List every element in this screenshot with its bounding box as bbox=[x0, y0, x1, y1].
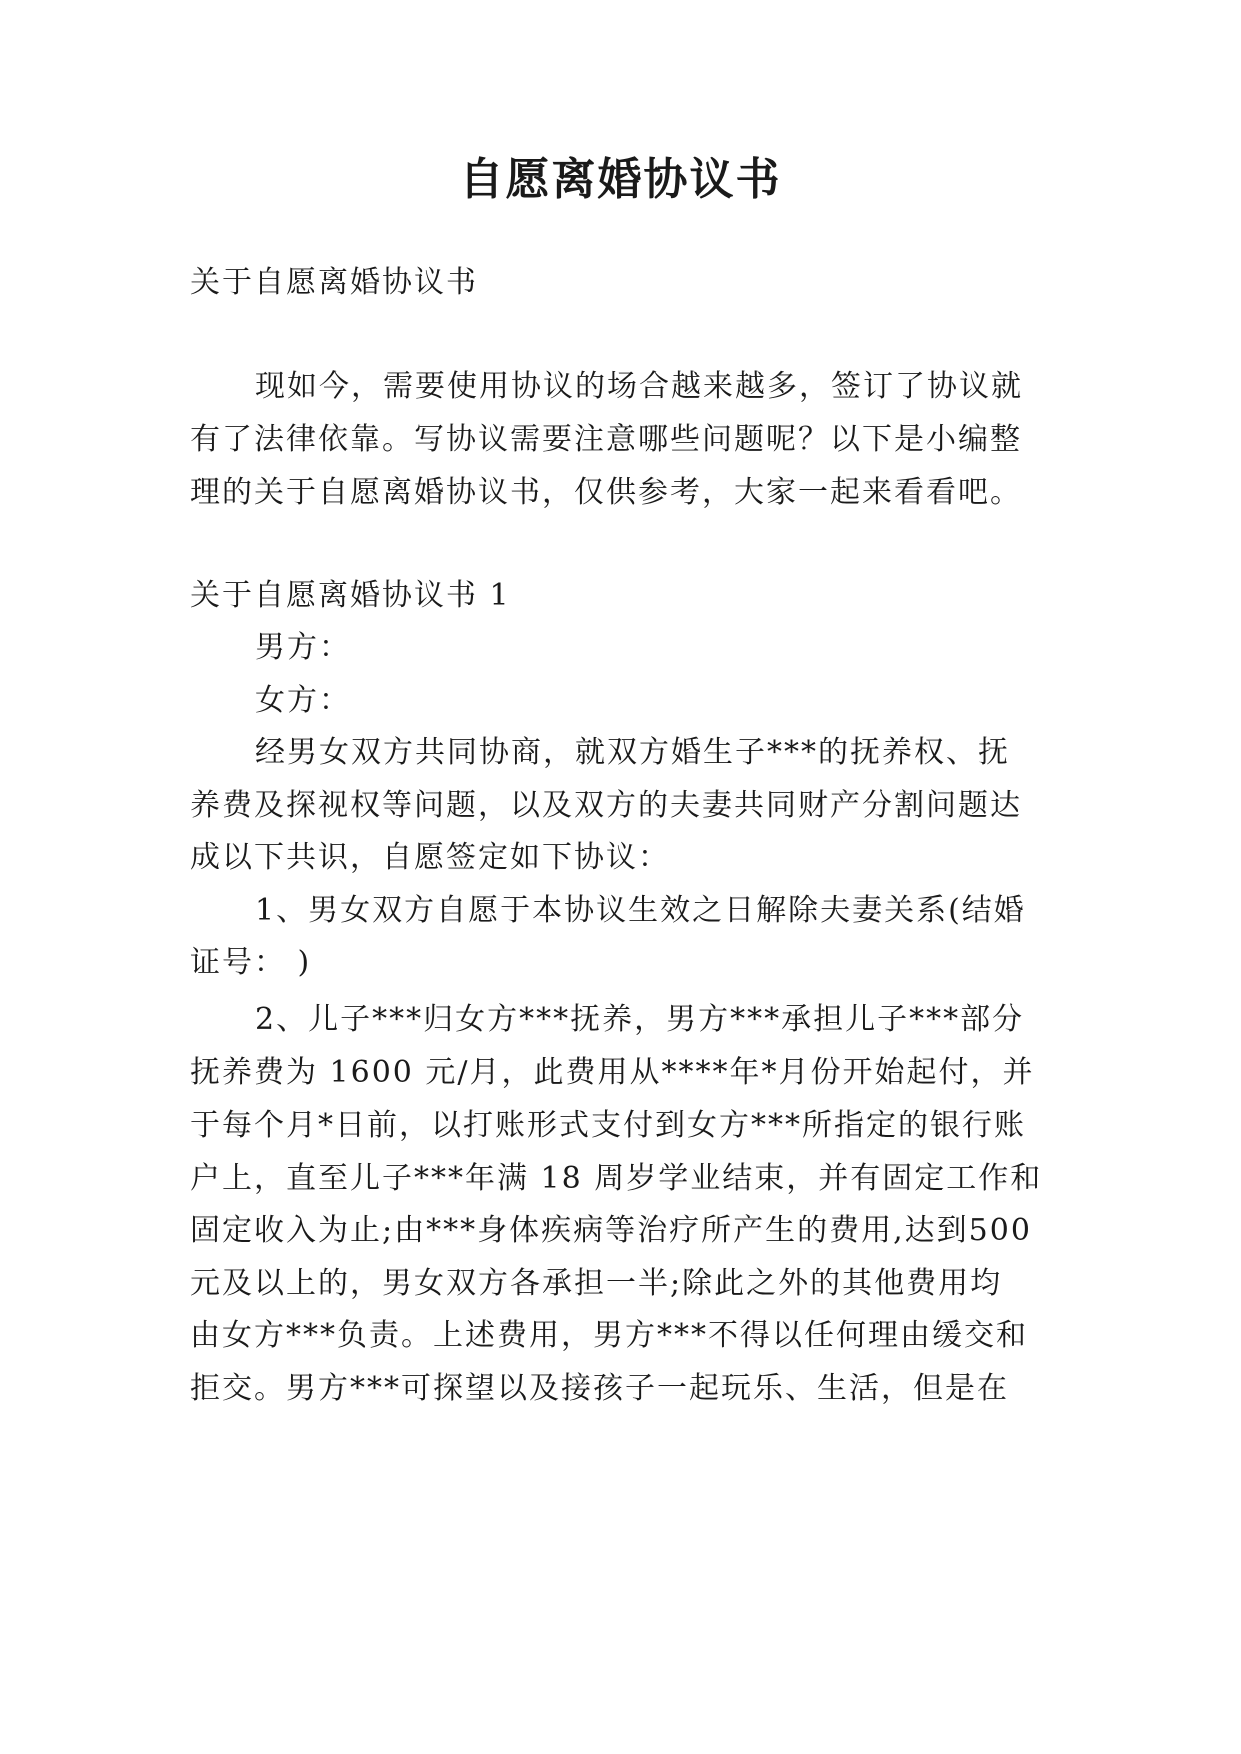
body-line-3: 成以下共识，自愿签定如下协议： bbox=[190, 840, 670, 875]
body-line-5: 证号： ) bbox=[190, 945, 312, 980]
body-line-1: 经男女双方共同协商，就双方婚生子***的抚养权、抚 bbox=[255, 735, 1010, 770]
section-heading: 关于自愿离婚协议书 1 bbox=[190, 578, 511, 613]
intro-line-3: 理的关于自愿离婚协议书，仅供参考，大家一起来看看吧。 bbox=[190, 475, 1022, 510]
body-line-7: 抚养费为 1600 元/月，此费用从****年*月份开始起付，并 bbox=[190, 1055, 1035, 1090]
document-title: 自愿离婚协议书 bbox=[459, 154, 782, 205]
body-line-2: 养费及探视权等问题，以及双方的夫妻共同财产分割问题达 bbox=[190, 788, 1022, 823]
body-line-6: 2、儿子***归女方***抚养，男方***承担儿子***部分 bbox=[255, 1002, 1025, 1037]
body-line-12: 由女方***负责。上述费用，男方***不得以任何理由缓交和 bbox=[190, 1318, 1028, 1353]
body-line-8: 于每个月*日前，以打账形式支付到女方***所指定的银行账 bbox=[190, 1108, 1026, 1143]
woman-label: 女方： bbox=[255, 683, 351, 718]
body-line-4: 1、男女双方自愿于本协议生效之日解除夫妻关系(结婚 bbox=[255, 893, 1026, 928]
man-label: 男方： bbox=[255, 630, 351, 665]
intro-line-2: 有了法律依靠。写协议需要注意哪些问题呢？以下是小编整 bbox=[190, 422, 1022, 457]
document-subtitle: 关于自愿离婚协议书 bbox=[190, 265, 478, 300]
body-line-10: 固定收入为止;由***身体疾病等治疗所产生的费用,达到500 bbox=[190, 1213, 1032, 1248]
body-line-13: 拒交。男方***可探望以及接孩子一起玩乐、生活，但是在 bbox=[190, 1371, 1009, 1406]
intro-line-1: 现如今，需要使用协议的场合越来越多，签订了协议就 bbox=[255, 369, 1023, 404]
body-line-9: 户上，直至儿子***年满 18 周岁学业结束，并有固定工作和 bbox=[190, 1161, 1043, 1196]
body-line-11: 元及以上的，男女双方各承担一半;除此之外的其他费用均 bbox=[190, 1266, 1003, 1301]
